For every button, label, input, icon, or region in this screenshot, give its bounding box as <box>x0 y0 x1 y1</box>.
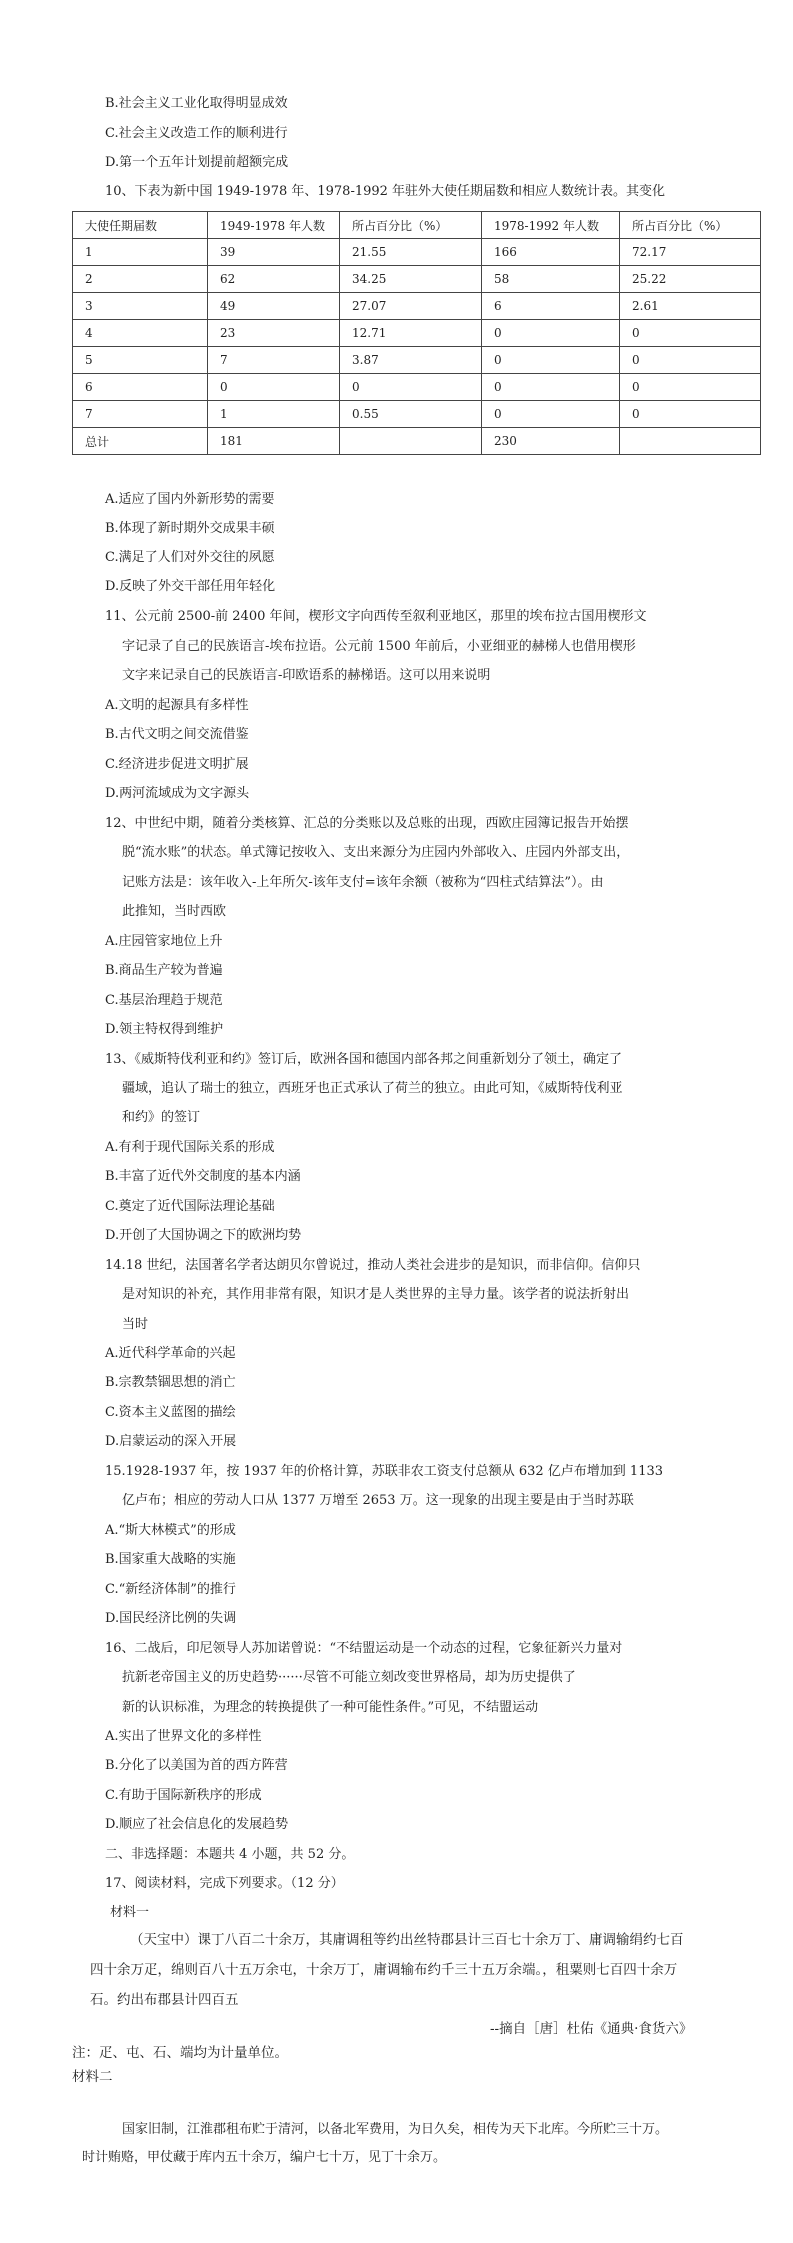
q15-option-d: D.国民经济比例的失调 <box>105 1611 237 1626</box>
table-cell: 5 <box>73 347 208 374</box>
q11-option-a: A.文明的起源具有多样性 <box>105 698 249 713</box>
table-cell: 0 <box>620 347 761 374</box>
q12-option-c: C.基层治理趋于规范 <box>105 993 223 1008</box>
q10-option-c: C.满足了人们对外交往的夙愿 <box>105 550 275 565</box>
table-header-row <box>73 212 761 239</box>
table-row <box>73 428 761 455</box>
q11-option-b: B.古代文明之间交流借鉴 <box>105 727 249 742</box>
table-cell: 7 <box>208 347 340 374</box>
table-cell: 0 <box>620 374 761 401</box>
table-cell: 3 <box>73 293 208 320</box>
q13-option-c: C.奠定了近代国际法理论基础 <box>105 1199 275 1214</box>
q14-option-d: D.启蒙运动的深入开展 <box>105 1434 237 1449</box>
table-header: 大使任期届数 <box>73 212 208 239</box>
table-cell: 23 <box>208 320 340 347</box>
material1-line: （天宝中）课丁八百二十余万，其庸调租等约出丝特郡县计三百七十余万丁、庸调输绢约七百 <box>130 1932 684 1948</box>
q16-stem-line: 16、二战后，印尼领导人苏加诺曾说：“不结盟运动是一个动态的过程，它象征新兴力量对 <box>105 1641 623 1656</box>
table-cell: 2.61 <box>620 293 761 320</box>
q14-option-a: A.近代科学革命的兴起 <box>105 1346 236 1361</box>
q13-stem-line: 和约》的签订 <box>122 1110 201 1125</box>
q16-option-d: D.顺应了社会信息化的发展趋势 <box>105 1817 289 1832</box>
material-note: 注：疋、屯、石、端均为计量单位。 <box>72 2045 288 2061</box>
q14-stem-line: 是对知识的补充，其作用非常有限，知识才是人类世界的主导力量。该学者的说法折射出 <box>122 1287 630 1302</box>
table-cell: 0.55 <box>340 401 482 428</box>
table-row <box>73 293 761 320</box>
table-cell: 0 <box>482 374 620 401</box>
material2-line: 时计贿赂，甲仗藏于库内五十余万，编户七十万，见丁十余万。 <box>82 2150 447 2165</box>
q14-stem-line: 当时 <box>122 1317 149 1332</box>
material1-line: 四十余万疋，绵则百八十五万余屯，十余万丁，庸调输布约千三十五万余端。，租粟则七百四十余万 <box>90 1962 678 1978</box>
q14-stem-line: 14.18 世纪，法国著名学者达朗贝尔曾说过，推动人类社会进步的是知识，而非信仰。信仰只 <box>105 1258 641 1273</box>
material-label: 材料一 <box>110 1905 150 1920</box>
table-cell: 230 <box>482 428 620 455</box>
table-row <box>73 239 761 266</box>
material1-line: 石。约出布郡县计四百五 <box>90 1992 239 2008</box>
q10-option-d: D.反映了外交干部任用年轻化 <box>105 579 276 594</box>
q15-stem-line: 15.1928-1937 年，按 1937 年的价格计算，苏联非农工资支付总额从 632 亿卢布增加到 1133 <box>105 1464 664 1479</box>
table-row <box>73 266 761 293</box>
q16-stem-line: 新的认识标准，为理念的转换提供了一种可能性条件。”可见，不结盟运动 <box>122 1700 539 1715</box>
q10-stem: 10、下表为新中国 1949-1978 年、1978-1992 年驻外大使任期届数和相应人数统计表。其变化 <box>105 184 666 199</box>
material1-source: --摘自［唐］杜佑《通典·食货六》 <box>490 2021 693 2037</box>
q13-option-a: A.有利于现代国际关系的形成 <box>105 1140 275 1155</box>
table-header: 1978-1992 年人数 <box>482 212 620 239</box>
material2-line: 国家旧制，江淮郡租布贮于清河，以备北军费用，为日久矣，相传为天下北库。今所贮三十万。 <box>122 2122 669 2137</box>
q16-stem-line: 抗新老帝国主义的历史趋势······尽管不可能立刻改变世界格局，却为历史提供了 <box>122 1670 576 1685</box>
q14-option-b: B.宗教禁锢思想的消亡 <box>105 1375 236 1390</box>
table-row <box>73 320 761 347</box>
q13-stem-line: 13、《威斯特伐利亚和约》签订后，欧洲各国和德国内部各邦之间重新划分了领土，确定了 <box>105 1052 623 1067</box>
q11-stem-line: 字记录了自己的民族语言-埃布拉语。公元前 1500 年前后，小亚细亚的赫梯人也借用楔形 <box>122 639 636 654</box>
table-cell: 25.22 <box>620 266 761 293</box>
table-cell: 0 <box>620 401 761 428</box>
table-cell: 181 <box>208 428 340 455</box>
table-cell: 6 <box>73 374 208 401</box>
table-cell: 3.87 <box>340 347 482 374</box>
q16-option-c: C.有助于国际新秩序的形成 <box>105 1788 262 1803</box>
q9-option-d: D.第一个五年计划提前超额完成 <box>105 155 289 170</box>
table-cell: 0 <box>482 347 620 374</box>
q10-option-a: A.适应了国内外新形势的需要 <box>105 492 275 507</box>
q15-option-a: A.“斯大林模式”的形成 <box>105 1523 236 1538</box>
q15-option-b: B.国家重大战略的实施 <box>105 1552 236 1567</box>
table-cell: 0 <box>340 374 482 401</box>
q10-option-b: B.体现了新时期外交成果丰硕 <box>105 521 275 536</box>
q11-stem-line: 文字来记录自己的民族语言-印欧语系的赫梯语。这可以用来说明 <box>122 668 491 683</box>
table-row <box>73 374 761 401</box>
table-cell: 21.55 <box>340 239 482 266</box>
table-cell: 7 <box>73 401 208 428</box>
q12-stem-line: 脱“流水账”的状态。单式簿记按收入、支出来源分为庄园内外部收入、庄园内外部支出， <box>122 845 630 860</box>
table-cell <box>620 428 761 455</box>
table-cell: 27.07 <box>340 293 482 320</box>
q9-option-b: B.社会主义工业化取得明显成效 <box>105 96 288 111</box>
table-cell: 4 <box>73 320 208 347</box>
q17-stem: 17、阅读材料，完成下列要求。（12 分） <box>105 1876 344 1891</box>
material-label: 材料二 <box>72 2069 113 2085</box>
q12-stem-line: 记账方法是：该年收入-上年所欠-该年支付=该年余额（被称为“四柱式结算法”）。由 <box>122 875 604 890</box>
q11-option-d: D.两河流域成为文字源头 <box>105 786 250 801</box>
ambassador-table <box>72 211 761 455</box>
table-cell: 39 <box>208 239 340 266</box>
q14-option-c: C.资本主义蓝图的描绘 <box>105 1405 236 1420</box>
table-cell: 62 <box>208 266 340 293</box>
q11-option-c: C.经济进步促进文明扩展 <box>105 757 249 772</box>
table-cell: 49 <box>208 293 340 320</box>
table-cell: 1 <box>73 239 208 266</box>
table-cell: 总计 <box>73 428 208 455</box>
table-cell: 6 <box>482 293 620 320</box>
q12-option-a: A.庄园管家地位上升 <box>105 934 223 949</box>
table-cell: 72.17 <box>620 239 761 266</box>
q13-option-d: D.开创了大国协调之下的欧洲均势 <box>105 1228 302 1243</box>
q15-option-c: C.“新经济体制”的推行 <box>105 1582 236 1597</box>
q11-stem-line: 11、公元前 2500-前 2400 年间，楔形文字向西传至叙利亚地区，那里的埃布拉古国用楔形文 <box>105 609 647 624</box>
table-row <box>73 401 761 428</box>
q13-stem-line: 疆域，追认了瑞士的独立，西班牙也正式承认了荷兰的独立。由此可知，《威斯特伐利亚 <box>122 1081 623 1096</box>
table-cell: 58 <box>482 266 620 293</box>
table-row <box>73 347 761 374</box>
table-header: 1949-1978 年人数 <box>208 212 340 239</box>
table-cell: 0 <box>208 374 340 401</box>
q12-stem-line: 此推知，当时西欧 <box>122 904 227 919</box>
q16-option-b: B.分化了以美国为首的西方阵营 <box>105 1758 288 1773</box>
table-cell: 166 <box>482 239 620 266</box>
table-cell: 1 <box>208 401 340 428</box>
q15-stem-line: 亿卢布；相应的劳动人口从 1377 万增至 2653 万。这一现象的出现主要是由于当时苏联 <box>122 1493 634 1508</box>
q16-option-a: A.实出了世界文化的多样性 <box>105 1729 262 1744</box>
q13-option-b: B.丰富了近代外交制度的基本内涵 <box>105 1169 301 1184</box>
table-cell: 0 <box>482 401 620 428</box>
table-header: 所占百分比（%） <box>620 212 761 239</box>
table-cell: 12.71 <box>340 320 482 347</box>
q12-option-d: D.领主特权得到维护 <box>105 1022 224 1037</box>
table-cell <box>340 428 482 455</box>
section-heading: 二、非选择题：本题共 4 小题，共 52 分。 <box>105 1847 355 1862</box>
table-cell: 0 <box>620 320 761 347</box>
table-cell: 0 <box>482 320 620 347</box>
q12-option-b: B.商品生产较为普遍 <box>105 963 223 978</box>
table-header: 所占百分比（%） <box>340 212 482 239</box>
q9-option-c: C.社会主义改造工作的顺利进行 <box>105 126 288 141</box>
table-cell: 34.25 <box>340 266 482 293</box>
table-cell: 2 <box>73 266 208 293</box>
q12-stem-line: 12、中世纪中期，随着分类核算、汇总的分类账以及总账的出现，西欧庄园簿记报告开始摆 <box>105 816 629 831</box>
